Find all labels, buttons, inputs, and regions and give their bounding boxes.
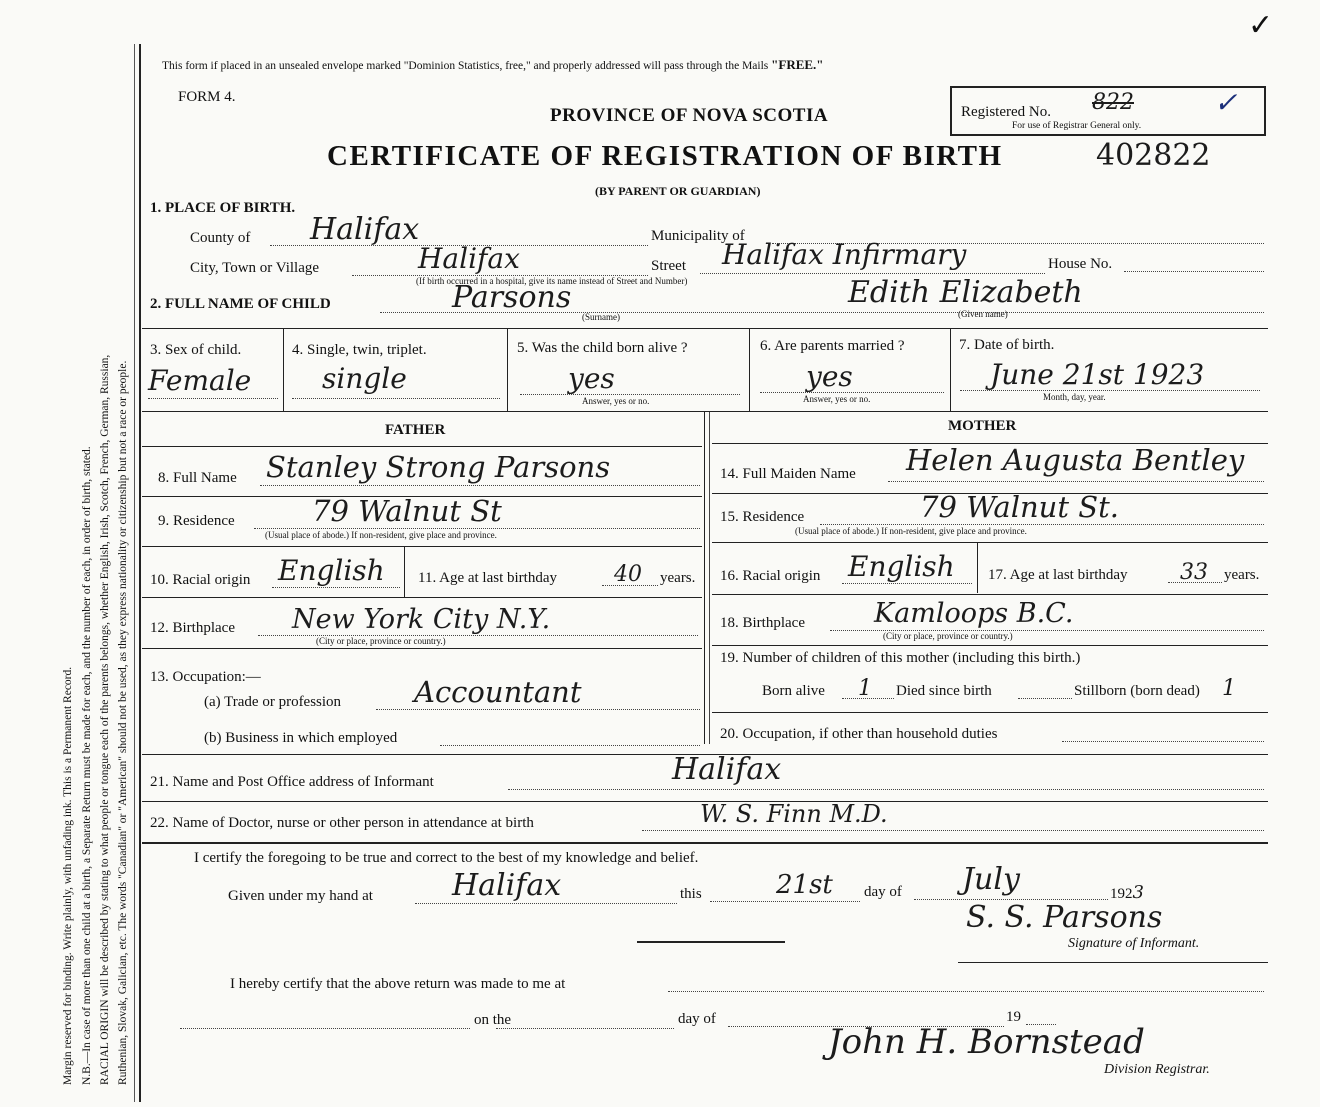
father-heading: FATHER bbox=[385, 422, 446, 438]
mother-children-label: 19. Number of children of this mother (including this birth.) bbox=[720, 650, 1081, 666]
city-label: City, Town or Village bbox=[190, 260, 320, 276]
father-residence-label: 9. Residence bbox=[158, 513, 235, 529]
child-given-name: Edith Elizabeth bbox=[848, 275, 1083, 310]
alive-label: 5. Was the child born alive ? bbox=[517, 340, 688, 356]
doctor-value: W. S. Finn M.D. bbox=[700, 800, 888, 828]
father-racial: English bbox=[278, 554, 385, 587]
hospital-note: (If birth occurred in a hospital, give its name instead of Street and Number) bbox=[416, 276, 688, 286]
mother-birthplace: Kamloops B.C. bbox=[874, 598, 1074, 629]
mother-racial: English bbox=[848, 550, 955, 583]
father-residence: 79 Walnut St bbox=[312, 494, 502, 528]
father-trade: Accountant bbox=[414, 675, 582, 709]
county-label: County of bbox=[190, 230, 251, 246]
informant-signature: S. S. Parsons bbox=[966, 900, 1163, 935]
father-age: 40 bbox=[614, 562, 642, 587]
dob-value: June 21st 1923 bbox=[990, 358, 1205, 391]
died-since-birth-label: Died since birth bbox=[896, 683, 992, 699]
year2-prefix: 19 bbox=[1006, 1009, 1021, 1025]
sex-value: Female bbox=[148, 364, 252, 397]
father-trade-label: (a) Trade or profession bbox=[204, 694, 342, 710]
alive-caption: Answer, yes or no. bbox=[582, 396, 650, 406]
mother-residence: 79 Walnut St. bbox=[920, 490, 1119, 524]
certificate-number: 402822 bbox=[1096, 138, 1211, 173]
mother-age-label: 17. Age at last birthday bbox=[988, 567, 1128, 583]
registrar-statement: I hereby certify that the above return was made to me at bbox=[230, 976, 566, 992]
mother-age: 33 bbox=[1180, 560, 1208, 585]
father-birthplace-label: 12. Birthplace bbox=[150, 620, 235, 636]
street-value: Halifax Infirmary bbox=[722, 238, 967, 271]
father-birthplace-caption: (City or place, province or country.) bbox=[316, 636, 446, 646]
father-residence-caption: (Usual place of abode.) If non-resident, give place and province. bbox=[265, 530, 497, 540]
day-of-label: day of bbox=[864, 884, 902, 900]
given-month: July bbox=[962, 862, 1020, 897]
married-caption: Answer, yes or no. bbox=[803, 394, 871, 404]
mother-birthplace-caption: (City or place, province or country.) bbox=[883, 631, 1013, 641]
left-margin-instructions bbox=[0, 0, 140, 1107]
dob-label: 7. Date of birth. bbox=[959, 337, 1055, 353]
this-label: this bbox=[680, 886, 702, 902]
child-name-label: 2. FULL NAME OF CHILD bbox=[150, 296, 331, 312]
county-value: Halifax bbox=[310, 212, 420, 247]
father-name: Stanley Strong Parsons bbox=[266, 450, 611, 484]
plurality-label: 4. Single, twin, triplet. bbox=[292, 342, 427, 358]
house-label: House No. bbox=[1048, 256, 1113, 272]
registered-label: Registered No. bbox=[961, 104, 1051, 120]
form-number: FORM 4. bbox=[178, 89, 236, 105]
day-of2-label: day of bbox=[678, 1011, 716, 1027]
margin-rule bbox=[139, 44, 141, 1102]
father-occupation-label: 13. Occupation:— bbox=[150, 669, 261, 685]
margin-line-4: Ruthenian, Slovak, Galician, etc. The words "Canadian" or "American" should not be used, as they express nationality or citizenship but not a race or people. bbox=[117, 360, 129, 1085]
mother-racial-label: 16. Racial origin bbox=[720, 568, 821, 584]
registered-check-icon: ✓ bbox=[1214, 86, 1238, 119]
margin-line-1: Margin reserved for binding. Write plainly, with unfading ink. This is a Permanent Record. bbox=[62, 666, 74, 1085]
on-the-label: on the bbox=[474, 1012, 512, 1028]
given-under-label: Given under my hand at bbox=[228, 888, 373, 904]
municipality-label: Municipality of bbox=[651, 228, 745, 244]
born-alive-label: Born alive bbox=[762, 683, 825, 699]
certificate-title: CERTIFICATE OF REGISTRATION OF BIRTH bbox=[327, 140, 1003, 172]
mother-occupation-label: 20. Occupation, if other than household duties bbox=[720, 726, 998, 742]
given-year-prefix: 192 bbox=[1110, 886, 1133, 902]
mother-age-unit: years. bbox=[1224, 567, 1260, 583]
married-label: 6. Are parents married ? bbox=[760, 338, 905, 354]
certification-statement: I certify the foregoing to be true and correct to the best of my knowledge and belief. bbox=[194, 850, 699, 866]
given-day: 21st bbox=[776, 870, 833, 900]
registrar-caption: Division Registrar. bbox=[1104, 1062, 1210, 1077]
margin-line-2: N.B.—In case of more than one child at a birth, a Separate Return must be made for each, and the number of each, in order of birth, stated. bbox=[81, 446, 93, 1085]
informant-value: Halifax bbox=[672, 752, 782, 787]
father-racial-label: 10. Racial origin bbox=[150, 572, 251, 588]
stillborn-value: 1 bbox=[1222, 676, 1236, 701]
informant-label: 21. Name and Post Office address of Informant bbox=[150, 774, 434, 790]
certificate-subtitle: (BY PARENT OR GUARDIAN) bbox=[595, 184, 761, 198]
check-mark: ✓ bbox=[1248, 9, 1274, 42]
mail-notice: This form if placed in an unsealed envelope marked "Dominion Statistics, free," and properly addressed will pass through the Mails "FREE." bbox=[162, 57, 824, 72]
plurality-value: single bbox=[322, 362, 407, 395]
father-business-label: (b) Business in which employed bbox=[204, 730, 398, 746]
street-label: Street bbox=[651, 258, 686, 274]
father-age-label: 11. Age at last birthday bbox=[418, 570, 557, 586]
father-birthplace: New York City N.Y. bbox=[292, 604, 551, 635]
married-value: yes bbox=[806, 360, 853, 393]
margin-line-3: RACIAL ORIGIN will be described by stating to what people or tongue each of the parents belongs, whether English, Irish, Scotch, French, German, Russian, bbox=[99, 354, 111, 1085]
given-place: Halifax bbox=[452, 868, 562, 903]
dob-caption: Month, day, year. bbox=[1043, 392, 1106, 402]
margin-rule-inner bbox=[134, 44, 135, 1102]
child-surname: Parsons bbox=[452, 280, 572, 315]
father-name-label: 8. Full Name bbox=[158, 470, 237, 486]
sex-label: 3. Sex of child. bbox=[150, 342, 242, 358]
given-year-suffix: 3 bbox=[1132, 882, 1144, 903]
informant-signature-caption: Signature of Informant. bbox=[1068, 936, 1200, 951]
registrar-note: For use of Registrar General only. bbox=[1012, 121, 1142, 131]
registrar-signature: John H. Bornstead bbox=[828, 1022, 1145, 1062]
province-heading: PROVINCE OF NOVA SCOTIA bbox=[550, 105, 829, 126]
doctor-label: 22. Name of Doctor, nurse or other person in attendance at birth bbox=[150, 815, 534, 831]
mother-heading: MOTHER bbox=[948, 418, 1017, 434]
surname-caption: (Surname) bbox=[582, 312, 620, 322]
mother-birthplace-label: 18. Birthplace bbox=[720, 615, 805, 631]
registered-value: 822 bbox=[1092, 90, 1134, 115]
mother-name-label: 14. Full Maiden Name bbox=[720, 466, 856, 482]
place-of-birth-label: 1. PLACE OF BIRTH. bbox=[150, 200, 296, 216]
registered-box bbox=[950, 86, 1266, 136]
given-name-caption: (Given name) bbox=[958, 309, 1008, 319]
mother-name: Helen Augusta Bentley bbox=[906, 443, 1245, 477]
alive-value: yes bbox=[568, 362, 615, 395]
city-value: Halifax bbox=[418, 242, 520, 275]
stillborn-label: Stillborn (born dead) bbox=[1074, 683, 1200, 699]
mother-residence-label: 15. Residence bbox=[720, 509, 805, 525]
father-age-unit: years. bbox=[660, 570, 696, 586]
born-alive-value: 1 bbox=[858, 676, 872, 701]
mother-residence-caption: (Usual place of abode.) If non-resident, give place and province. bbox=[795, 526, 1027, 536]
